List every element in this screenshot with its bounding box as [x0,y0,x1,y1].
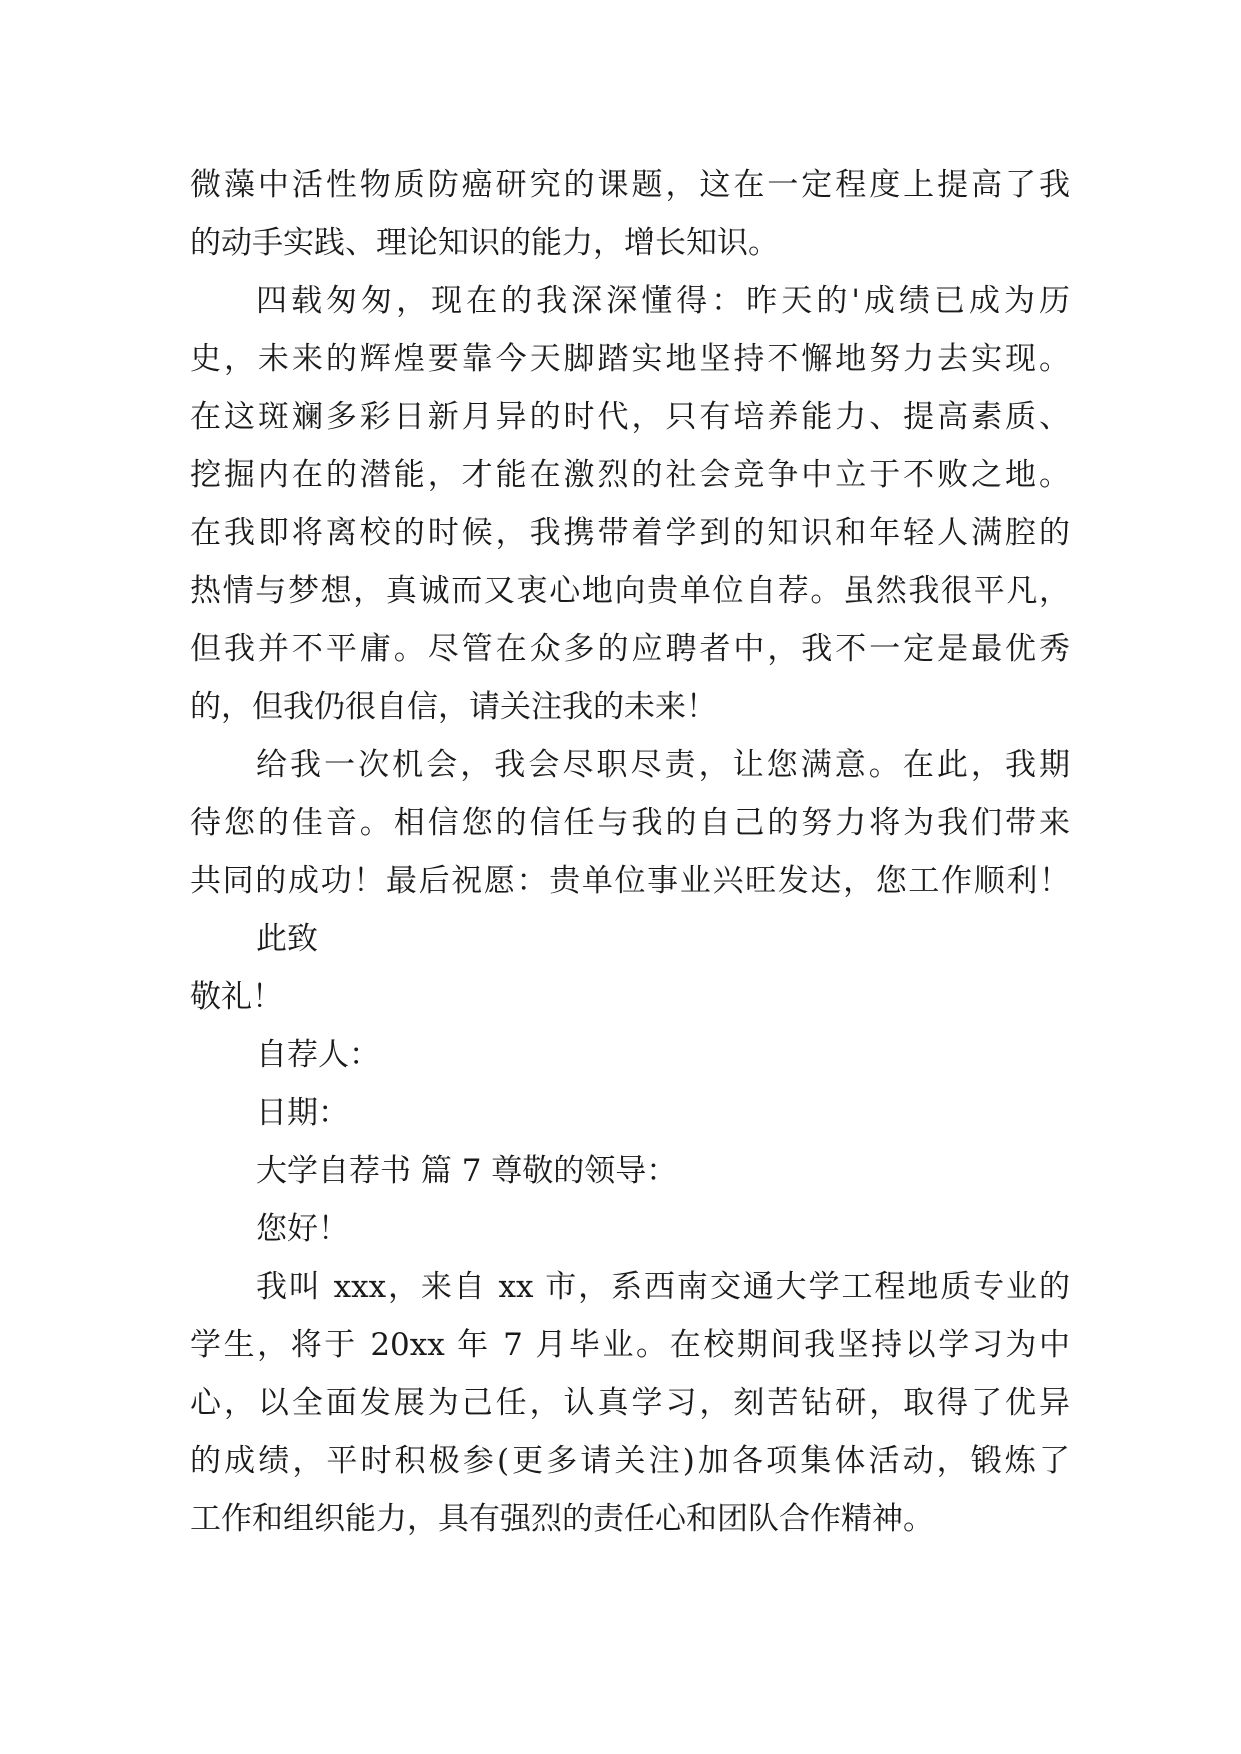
paragraph-line: 工作和组织能力，具有强烈的责任心和团队合作精神。 [190,1501,934,1537]
paragraph-line: 共同的成功！最后祝愿：贵单位事业兴旺发达，您工作顺利！ [190,863,1070,899]
paragraph-line: 我叫 xxx，来自 xx 市，系西南交通大学工程地质专业的 [256,1269,1070,1305]
date-label: 日期： [256,1095,349,1131]
greeting: 您好！ [256,1211,349,1247]
paragraph-line: 的，但我仍很自信，请关注我的未来！ [190,689,717,725]
paragraph-line: 待您的佳音。相信您的信任与我的自己的努力将为我们带来 [190,805,1070,841]
paragraph-line: 的成绩，平时积极参(更多请关注)加各项集体活动，锻炼了 [190,1443,1070,1479]
paragraph-line: 学生，将于 20xx 年 7 月毕业。在校期间我坚持以学习为中 [190,1327,1070,1363]
paragraph-line: 史，未来的辉煌要靠今天脚踏实地坚持不懈地努力去实现。 [190,341,1070,377]
closing-regards: 敬礼！ [190,979,283,1015]
paragraph-line: 挖掘内在的潜能，才能在激烈的社会竞争中立于不败之地。 [190,457,1070,493]
signature-label: 自荐人： [256,1037,380,1073]
paragraph-line: 给我一次机会，我会尽职尽责，让您满意。在此，我期 [256,747,1070,783]
closing-salutation: 此致 [256,921,318,957]
paragraph-line: 在这斑斓多彩日新月异的时代，只有培养能力、提高素质、 [190,399,1070,435]
paragraph-line: 微藻中活性物质防癌研究的课题，这在一定程度上提高了我 [190,167,1070,203]
paragraph-line: 热情与梦想，真诚而又衷心地向贵单位自荐。虽然我很平凡， [190,573,1070,609]
paragraph-line: 四载匆匆，现在的我深深懂得：昨天的'成绩已成为历 [256,283,1070,319]
paragraph-line: 心，以全面发展为己任，认真学习，刻苦钻研，取得了优异 [190,1385,1070,1421]
paragraph-line: 但我并不平庸。尽管在众多的应聘者中，我不一定是最优秀 [190,631,1070,667]
paragraph-line: 的动手实践、理论知识的能力，增长知识。 [190,225,779,261]
paragraph-line: 在我即将离校的时候，我携带着学到的知识和年轻人满腔的 [190,515,1070,551]
section-heading: 大学自荐书 篇 7 尊敬的领导： [256,1153,678,1189]
